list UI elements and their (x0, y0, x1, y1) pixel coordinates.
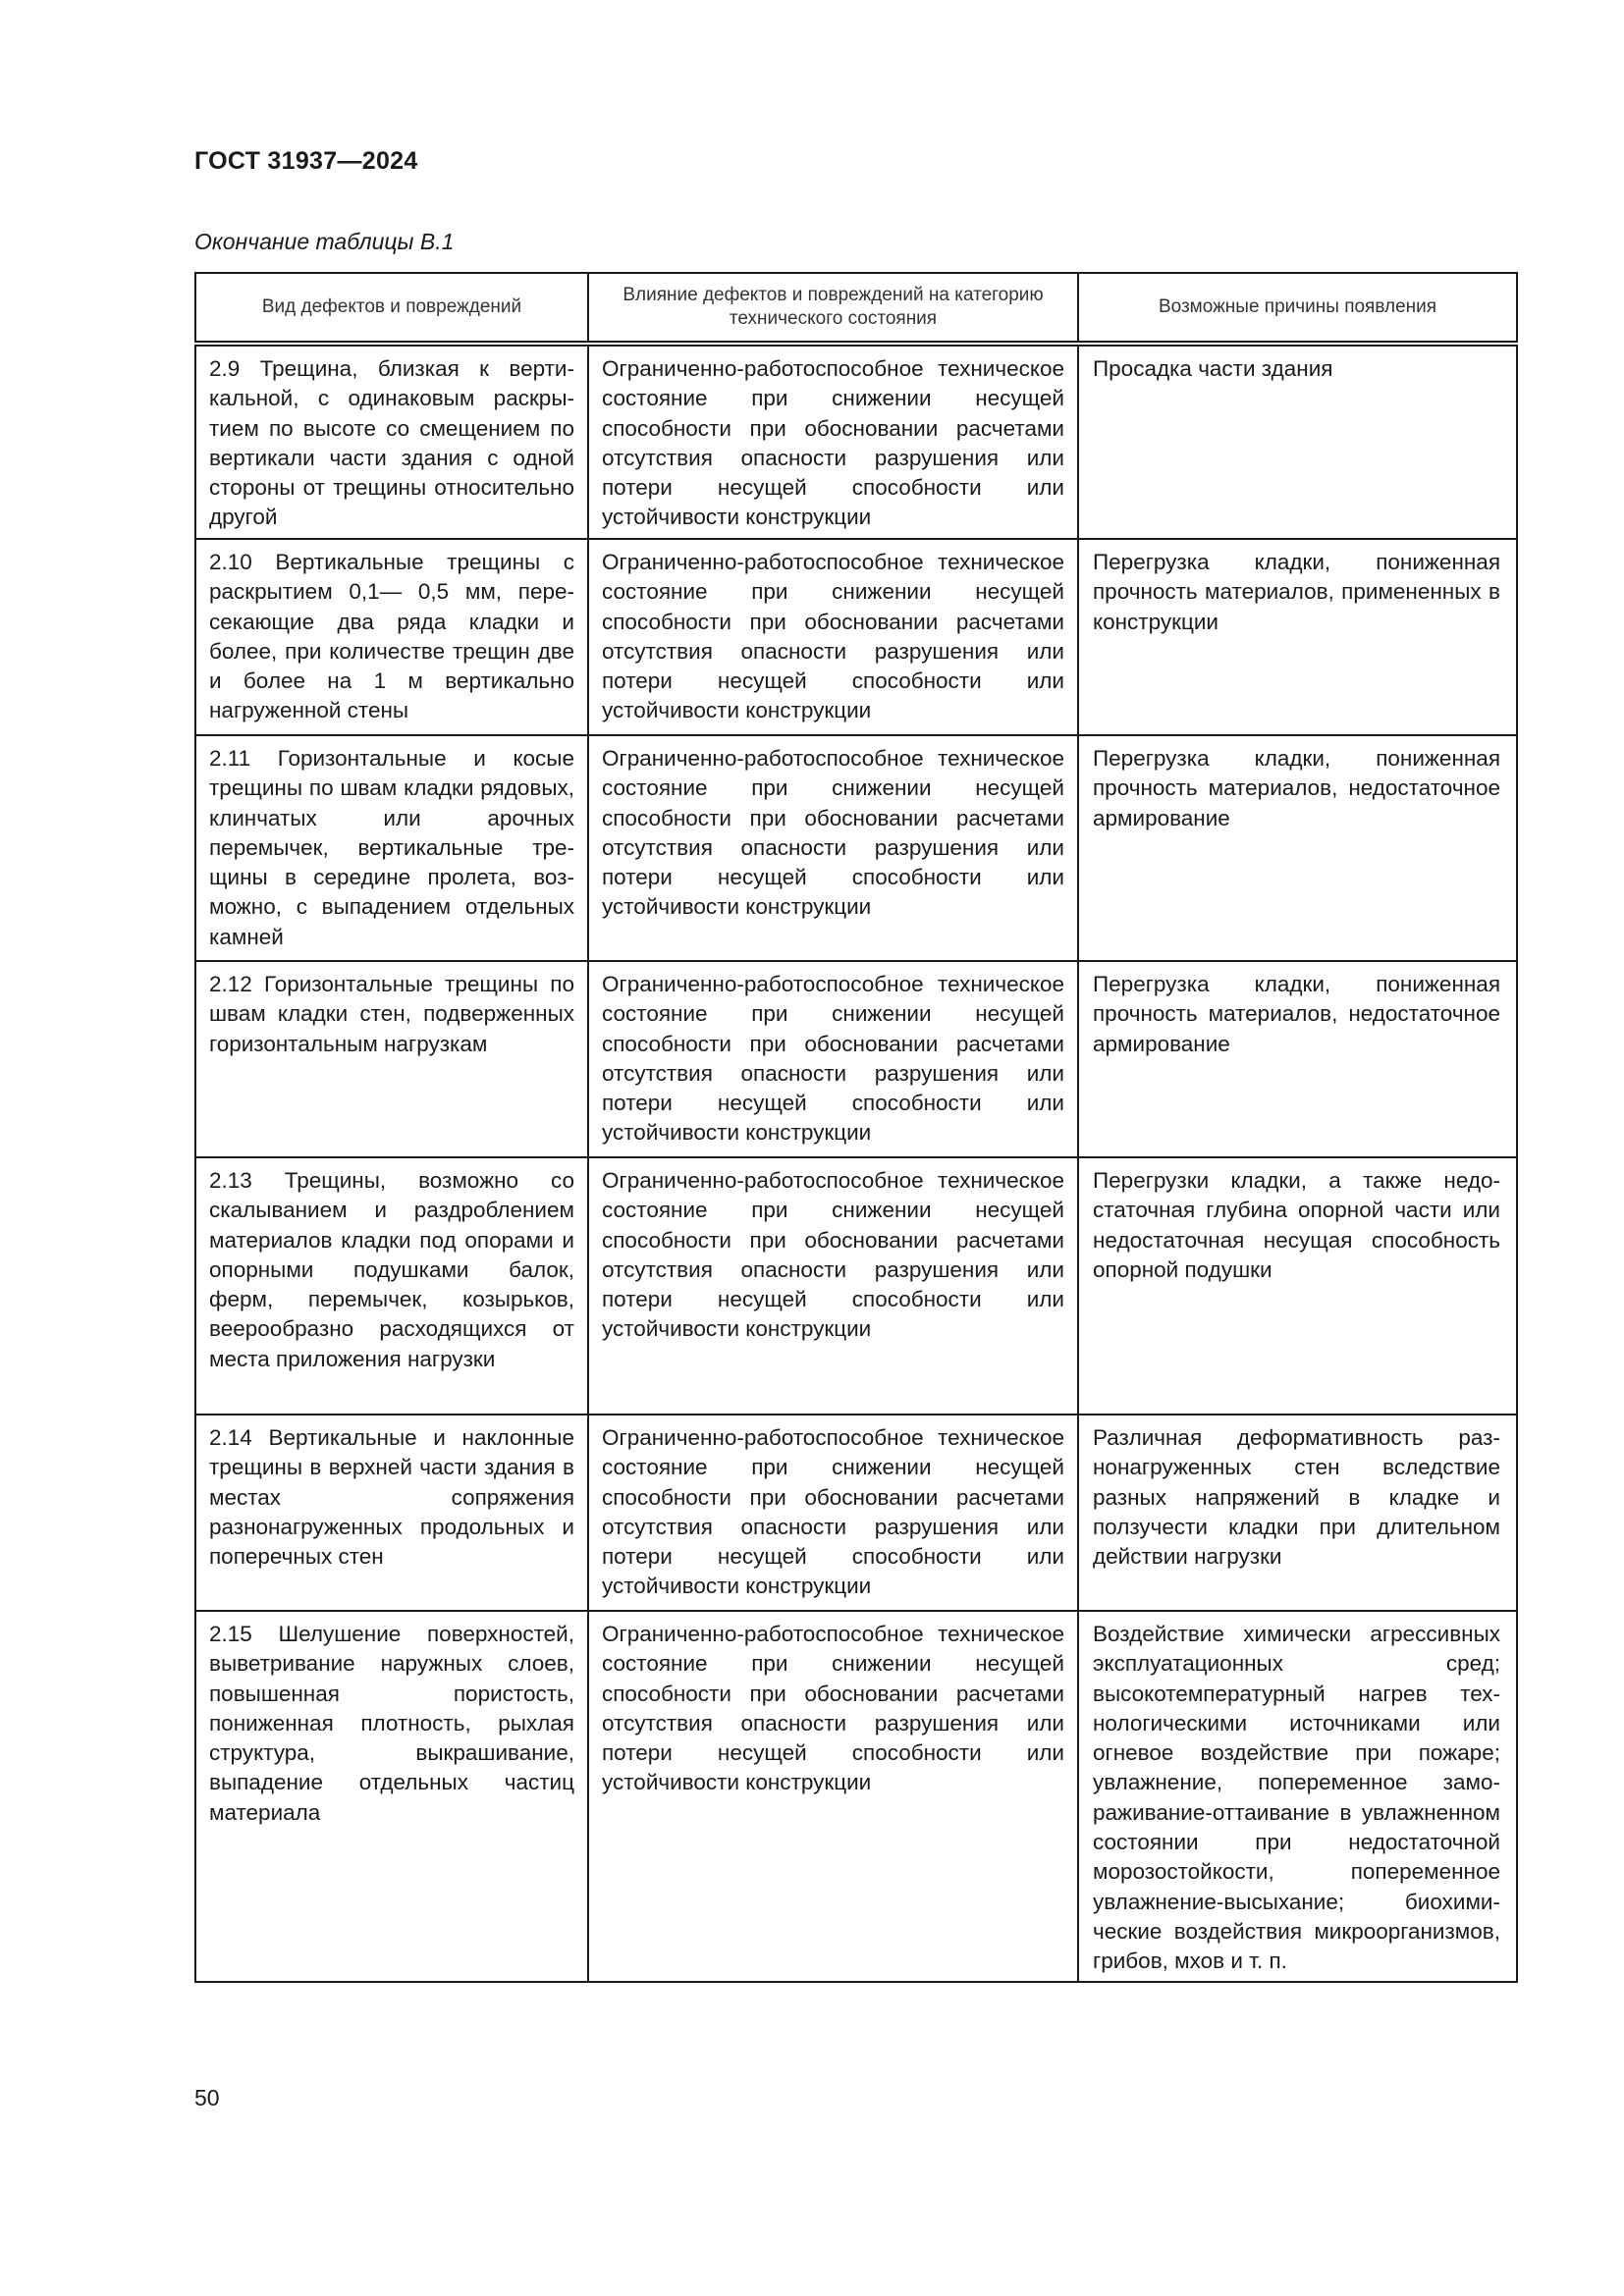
cell-defect: 2.10 Вертикальные трещины с раскрытием 0,1— 0,5 мм, пересекающие два ряда кладки и более, при количестве трещин две и более на 1 м вертикально нагруженной стены (195, 539, 588, 735)
cell-influence: Ограниченно-работоспособное техническое состояние при снижении несущей способности при обосновании расчетами отсутствия опасности разрушения или потери несущей способности или устойчивости конструкции (588, 961, 1078, 1157)
cell-defect: 2.14 Вертикальные и наклонные трещины в верхней части здания в местах сопряжения разнонагруженных продольных и поперечных стен (195, 1415, 588, 1611)
table-row (195, 961, 1517, 1157)
cell-cause: Воздействие химически агрессивных эксплуатационных сред; высокотемпературный нагрев технологическими источниками или огневое воздействие при пожаре; увлажнение, попеременное замораживание-оттаивание в увлажненном состоянии при недостаточной морозостойкости, попеременное увлажнение-высыхание; биохимические воздействия микроорганизмов, грибов, мхов и т. п. (1078, 1611, 1517, 1982)
table-row (195, 1415, 1517, 1611)
document-code: ГОСТ 31937—2024 (194, 147, 418, 175)
table-header-row (195, 273, 1517, 344)
cell-cause: Различная деформативность разнонагруженных стен вследствие разных напряжений в кладке и ползучести кладки при длительном действии нагрузки (1078, 1415, 1517, 1611)
cell-influence: Ограниченно-работоспособное техническое состояние при снижении несущей способности при обосновании расчетами отсутствия опасности разрушения или потери несущей способности или устойчивости конструкции (588, 1415, 1078, 1611)
table-row (195, 1611, 1517, 1982)
cell-defect: 2.11 Горизонтальные и косые трещины по швам кладки рядовых, клинчатых или арочных перемычек, вертикальные трещины в середине пролета, возможно, с выпадением отдельных камней (195, 735, 588, 961)
table-row (195, 735, 1517, 961)
cell-influence: Ограниченно-работоспособное техническое состояние при снижении несущей способности при обосновании расчетами отсутствия опасности разрушения или потери несущей способности или устойчивости конструкции (588, 735, 1078, 961)
cell-influence: Ограниченно-работоспособное техническое состояние при снижении несущей способности при обосновании расчетами отсутствия опасности разрушения или потери несущей способности или устойчивости конструкции (588, 1157, 1078, 1415)
cell-defect: 2.13 Трещины, возможно со скалыванием и раздроблением материалов кладки под опорами и опорными подушками балок, ферм, перемычек, козырьков, веерообразно расходящихся от места приложения нагрузки (195, 1157, 588, 1415)
cell-cause: Просадка части здания (1078, 344, 1517, 539)
page-number: 50 (194, 2085, 220, 2110)
table-row (195, 1157, 1517, 1415)
cell-influence: Ограниченно-работоспособное техническое состояние при снижении несущей способности при обосновании расчетами отсутствия опасности разрушения или потери несущей способности или устойчивости конструкции (588, 539, 1078, 735)
cell-cause: Перегрузки кладки, а также недостаточная глубина опорной части или недостаточная несущая способность опорной подушки (1078, 1157, 1517, 1415)
table-row (195, 344, 1517, 539)
table-row (195, 539, 1517, 735)
cell-cause: Перегрузка кладки, пониженная прочность материалов, недостаточное армирование (1078, 735, 1517, 961)
cell-defect: 2.15 Шелушение поверхностей, выветривание наружных слоев, повышенная пористость, пониженная плотность, рыхлая структура, выкрашивание, выпадение отдельных частиц материала (195, 1611, 588, 1982)
defects-table (194, 272, 1518, 1983)
cell-influence: Ограниченно-работоспособное техническое состояние при снижении несущей способности при обосновании расчетами отсутствия опасности разрушения или потери несущей способности или устойчивости конструкции (588, 1611, 1078, 1982)
cell-defect: 2.12 Горизонтальные трещины по швам кладки стен, подверженных горизонтальным нагрузкам (195, 961, 588, 1157)
cell-influence: Ограниченно-работоспособное техническое состояние при снижении несущей способности при обосновании расчетами отсутствия опасности разрушения или потери несущей способности или устойчивости конструкции (588, 344, 1078, 539)
column-header-influence: Влияние дефектов и повреждений на категорию технического состояния (588, 273, 1078, 344)
cell-cause: Перегрузка кладки, пониженная прочность материалов, примененных в конструкции (1078, 539, 1517, 735)
column-header-cause: Возможные причины появления (1078, 273, 1517, 344)
cell-cause: Перегрузка кладки, пониженная прочность материалов, недостаточное армирование (1078, 961, 1517, 1157)
table-caption: Окончание таблицы В.1 (194, 229, 455, 254)
cell-defect: 2.9 Трещина, близкая к вертикальной, с одинаковым раскрытием по высоте со смещением по вертикали части здания с одной стороны от трещины относительно другой (195, 344, 588, 539)
column-header-defect: Вид дефектов и повреждений (195, 273, 588, 344)
